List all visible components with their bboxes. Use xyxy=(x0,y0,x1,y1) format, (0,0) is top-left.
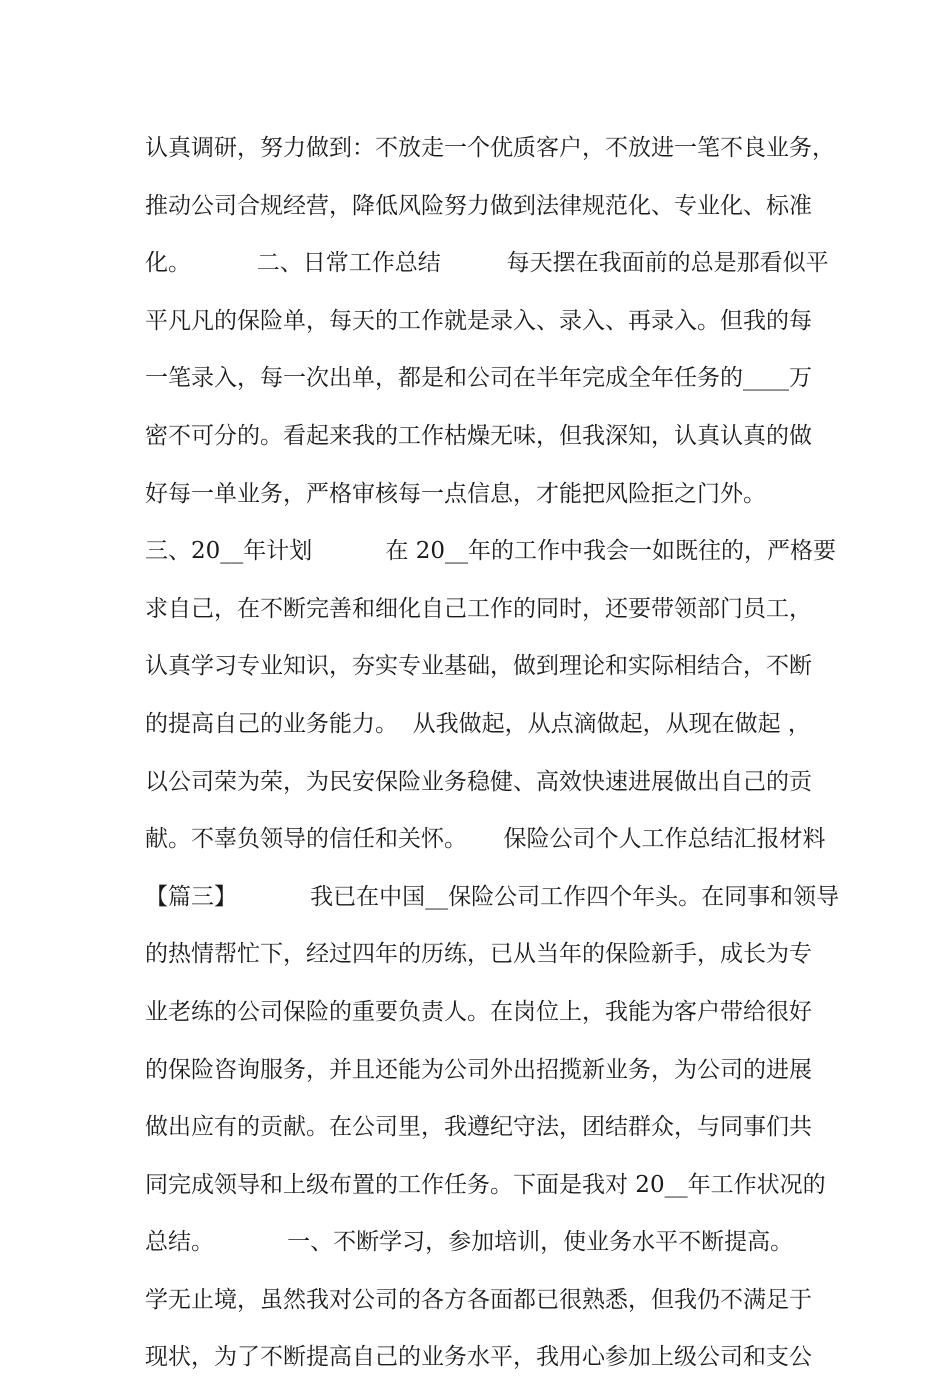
text-line: 现状，为了不断提高自己的业务水平，我用心参加上级公司和支公 xyxy=(145,1344,812,1371)
text-line: 业老练的公司保险的重要负责人。在岗位上，我能为客户带给很好 xyxy=(145,998,812,1025)
text-line: 化。 二、日常工作总结 每天摆在我面前的总是那看似平 xyxy=(145,250,829,277)
text-line: 以公司荣为荣，为民安保险业务稳健、高效快速进展做出自己的贡 xyxy=(145,768,812,795)
text-line: 密不可分的。看起来我的工作枯燥无味，但我深知，认真认真的做 xyxy=(145,422,812,449)
text-line: 总结。 一、不断学习，参加培训，使业务水平不断提高。 xyxy=(145,1229,794,1256)
text-line: 献。不辜负领导的信任和关怀。 保险公司个人工作总结汇报材料 xyxy=(145,826,826,853)
text-line: 好每一单业务，严格审核每一点信息，才能把风险拒之门外。 xyxy=(145,480,766,507)
text-line: 的保险咨询服务，并且还能为公司外出招揽新业务，为公司的进展 xyxy=(145,1056,812,1083)
text-line: 一笔录入，每一次出单，都是和公司在半年完成全年任务的____万 xyxy=(145,365,812,392)
text-line: 平凡凡的保险单，每天的工作就是录入、录入、再录入。但我的每 xyxy=(145,307,812,334)
text-line: 认真学习专业知识，夯实专业基础，做到理论和实际相结合，不断 xyxy=(145,653,812,680)
text-line: 学无止境，虽然我对公司的各方各面都已很熟悉，但我仍不满足于 xyxy=(145,1286,812,1313)
text-line: 推动公司合规经营，降低风险努力做到法律规范化、专业化、标准 xyxy=(145,192,812,219)
text-line: 三、20__年计划 在 20__年的工作中我会一如既往的，严格要 xyxy=(145,538,836,565)
text-line: 同完成领导和上级布置的工作任务。下面是我对 20__年工作状况的 xyxy=(145,1171,826,1198)
text-line: 的热情帮忙下，经过四年的历练，已从当年的保险新手，成长为专 xyxy=(145,941,812,968)
text-line: 求自己，在不断完善和细化自己工作的同时，还要带领部门员工， xyxy=(145,595,812,622)
text-line: 【篇三】 我已在中国__保险公司工作四个年头。在同事和领导 xyxy=(145,883,840,910)
text-line: 认真调研，努力做到：不放走一个优质客户，不放进一笔不良业务， xyxy=(145,135,835,161)
text-line: 的提高自己的业务能力。 从我做起，从点滴做起，从现在做起 ， xyxy=(145,710,811,737)
text-line: 做出应有的贡献。在公司里，我遵纪守法，团结群众，与同事们共 xyxy=(145,1114,812,1141)
body-text xyxy=(145,127,845,1394)
